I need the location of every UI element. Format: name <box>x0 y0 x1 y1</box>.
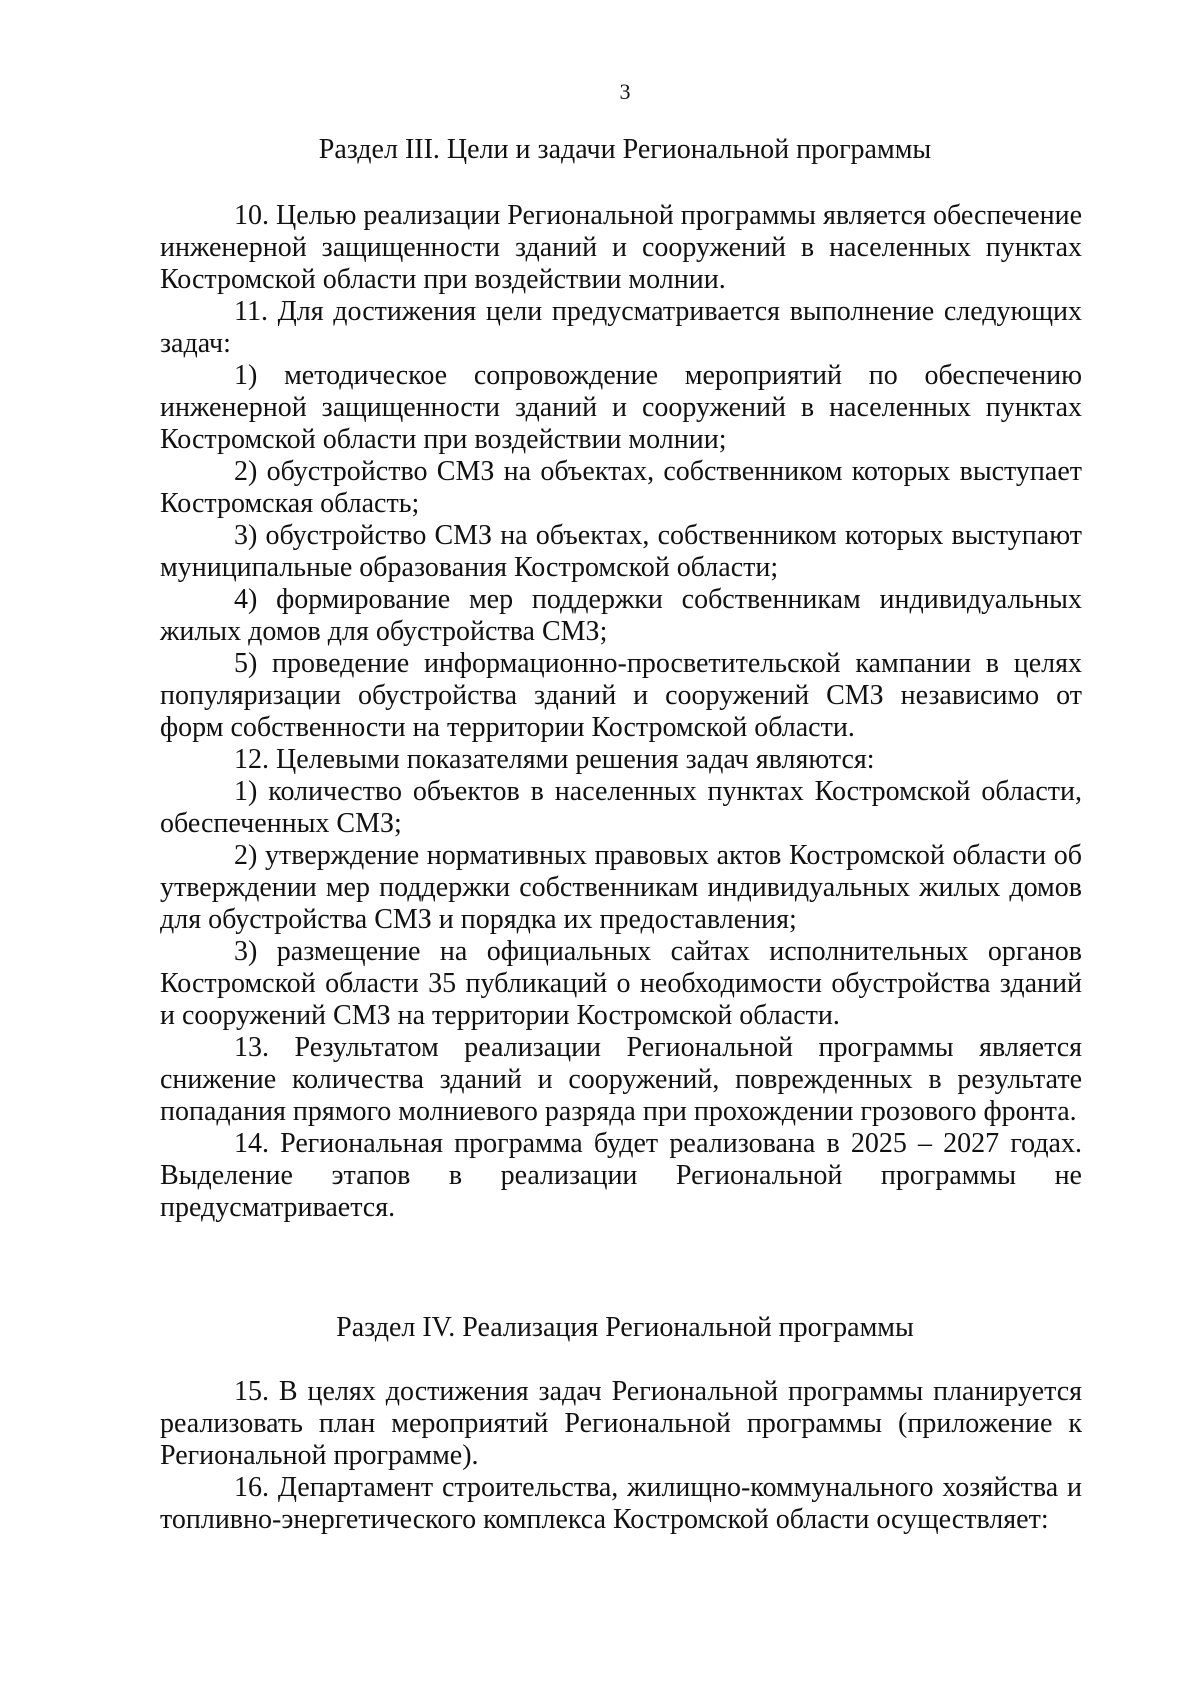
section-4-heading: Раздел IV. Реализация Региональной программы <box>336 1312 914 1343</box>
paragraph-12: 12. Целевыми показателями решения задач являются: <box>234 744 875 775</box>
task-item-4: 4) формирование мер поддержки собственникам индивидуальных жилых домов для обустройства СМЗ; <box>160 584 1082 647</box>
section-3-body <box>160 200 1082 1224</box>
task-item-2: 2) обустройство СМЗ на объектах, собственником которых выступает Костромская область; <box>160 456 1082 519</box>
section-3-heading: Раздел III. Цели и задачи Региональной программы <box>318 134 932 165</box>
task-item-5: 5) проведение информационно-просветительской кампании в целях популяризации обустройства зданий и сооружений СМЗ независимо от форм собственности на территории Костромской области. <box>160 648 1082 743</box>
task-item-3: 3) обустройство СМЗ на объектах, собственником которых выступают муниципальные образования Костромской области; <box>160 520 1082 583</box>
paragraph-11: 11. Для достижения цели предусматривается выполнение следующих задач: <box>160 296 1082 359</box>
indicator-item-2: 2) утверждение нормативных правовых актов Костромской области об утверждении мер поддержки собственникам индивидуальных жилых домов для обустройства СМЗ и порядка их предоставления; <box>160 840 1082 935</box>
paragraph-10: 10. Целью реализации Региональной программы является обеспечение инженерной защищенности зданий и сооружений в населенных пунктах Костромской области при воздействии молнии. <box>160 200 1082 295</box>
paragraph-15: 15. В целях достижения задач Региональной программы планируется реализовать план мероприятий Региональной программы (приложение к Региональной программе). <box>160 1376 1082 1471</box>
section-4-body <box>160 1376 1082 1536</box>
paragraph-13: 13. Результатом реализации Региональной программы является снижение количества зданий и сооружений, поврежденных в результате попадания прямого молниевого разряда при прохождении грозового фронта. <box>160 1032 1082 1127</box>
page-number: 3 <box>619 79 631 104</box>
paragraph-14: 14. Региональная программа будет реализована в 2025 – 2027 годах. Выделение этапов в реализации Региональной программы не предусматривается. <box>160 1128 1082 1223</box>
indicator-item-3: 3) размещение на официальных сайтах исполнительных органов Костромской области 35 публикаций о необходимости обустройства зданий и сооружений СМЗ на территории Костромской области. <box>160 936 1082 1031</box>
task-item-1: 1) методическое сопровождение мероприятий по обеспечению инженерной защищенности зданий и сооружений в населенных пунктах Костромской области при воздействии молнии; <box>160 360 1082 455</box>
indicator-item-1: 1) количество объектов в населенных пунктах Костромской области, обеспеченных СМЗ; <box>160 776 1082 839</box>
paragraph-16: 16. Департамент строительства, жилищно-коммунального хозяйства и топливно-энергетического комплекса Костромской области осуществляет: <box>160 1472 1082 1535</box>
